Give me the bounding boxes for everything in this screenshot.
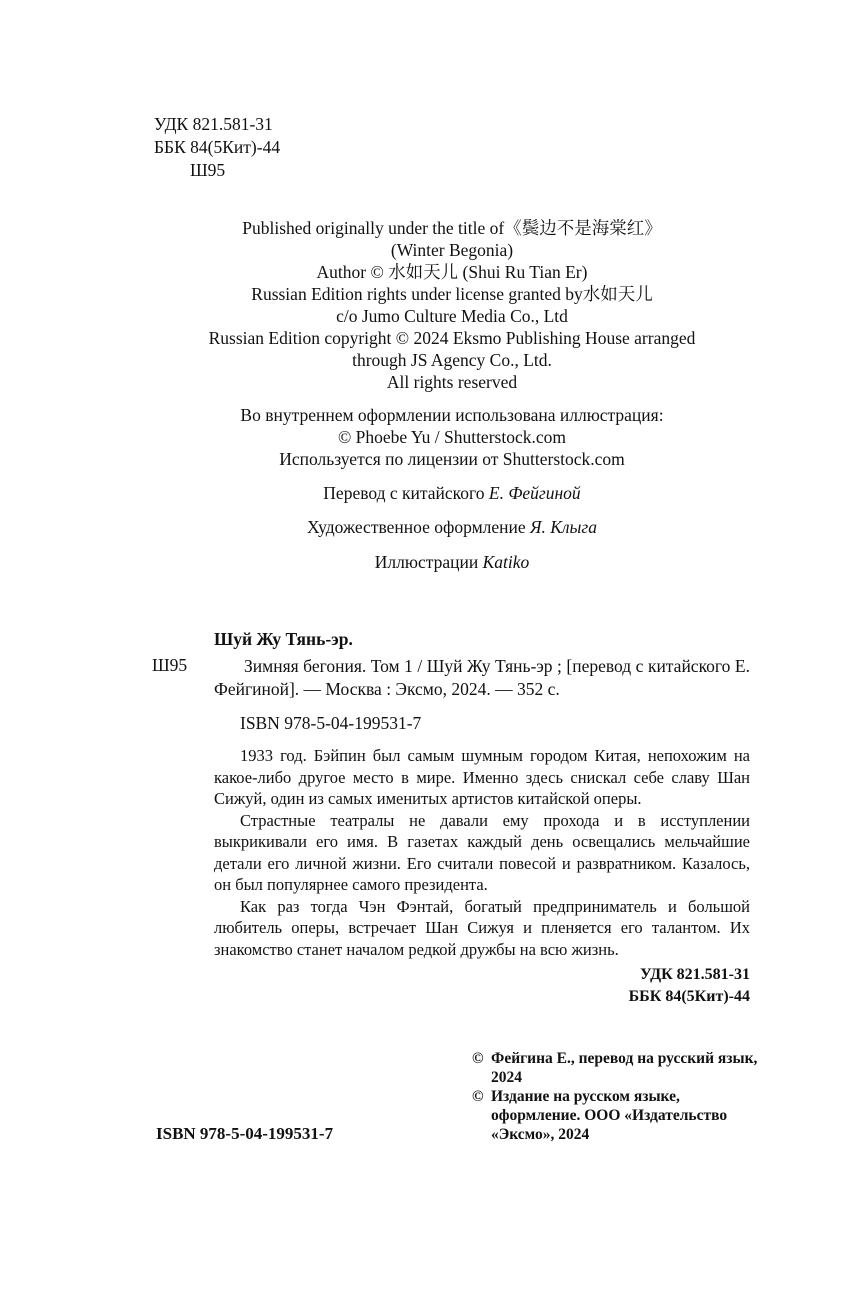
udk-code: УДК 821.581-31 [154,114,273,134]
rights-line: Russian Edition copyright © 2024 Eksmo Publishing House arranged [208,328,696,348]
copyright-symbol: © [472,1050,484,1067]
annotation [214,745,750,960]
copyright-translation [472,1049,762,1087]
rights-line: through JS Agency Co., Ltd. [352,350,552,370]
illustration-note [0,404,844,470]
copyright-edition [472,1087,762,1144]
rights-line: Russian Edition rights under license granted by水如天儿 [251,284,653,304]
translation-label: Перевод с китайского [323,483,485,503]
illustration-note-line: Используется по лицензии от Shutterstock.com [279,449,625,469]
translator-name: Е. Фейгиной [488,483,581,503]
bib-author-mark: Ш95 [152,655,188,675]
illustrations-label: Иллюстрации [374,552,479,572]
designer-name: Я. Клыга [530,517,597,537]
illustrations-credit [0,551,844,573]
author-mark: Ш95 [190,160,226,180]
udk-bbk-summary [560,964,750,1008]
bib-description: Зимняя бегония. Том 1 / Шуй Жу Тянь-эр ; [перевод с китайского Е. Фейгиной]. — Москва : Эксмо, 2024. — 352 с. [214,656,750,699]
rights-block [0,217,844,393]
udk-code-right: УДК 821.581-31 [639,966,750,983]
illustration-note-line: © Phoebe Yu / Shutterstock.com [338,427,566,447]
bib-author: Шуй Жу Тянь-эр. [214,629,353,649]
bbk-code-right: ББК 84(5Кит)-44 [628,988,750,1005]
annotation-paragraph: 1933 год. Бэйпин был самым шумным городом Китая, непохожим на какое-либо другое место в мире. Именно здесь снискал себе славу Шан Сижуй, один из самых именитых артистов китайской оперы. [214,746,750,808]
copyright-symbol: © [472,1088,484,1105]
annotation-paragraph: Как раз тогда Чэн Фэнтай, богатый предприниматель и большой любитель оперы, встречает Шан Сижуя и пленяется его талантом. Их знакомство станет началом редкой дружбы на всю жизнь. [214,896,750,959]
rights-line: All rights reserved [386,372,518,392]
rights-line: Published originally under the title of《鬓边不是海棠红》 [242,218,662,238]
translation-credit [0,482,844,504]
design-label: Художественное оформление [307,517,526,537]
copyright-text: Издание на русском языке, оформление. ООО «Издательство «Эксмо», 2024 [491,1088,728,1143]
annotation-paragraph: Страстные театралы не давали ему прохода и в исступлении выкрикивали его имя. В газетах каждый день освещались мельчайшие детали его личной жизни. Его считали повесой и развратником. Казалось, он был популярнее самого президента. [214,810,750,894]
classification-block [154,113,280,182]
bib-isbn: ISBN 978-5-04-199531-7 [240,713,422,733]
rights-line: (Winter Begonia) [390,240,514,260]
illustrator-name: Katiko [482,552,530,572]
rights-line: Author © 水如天儿 (Shui Ru Tian Er) [316,262,588,282]
isbn-bottom: ISBN 978-5-04-199531-7 [156,1124,334,1143]
design-credit [0,516,844,538]
bbk-code: ББК 84(5Кит)-44 [154,137,281,157]
rights-line: c/o Jumo Culture Media Co., Ltd [336,306,568,326]
illustration-note-line: Во внутреннем оформлении использована иллюстрация: [240,405,664,425]
copyright-text: Фейгина Е., перевод на русский язык, 2024 [491,1050,758,1086]
copyright-block [472,1049,762,1144]
